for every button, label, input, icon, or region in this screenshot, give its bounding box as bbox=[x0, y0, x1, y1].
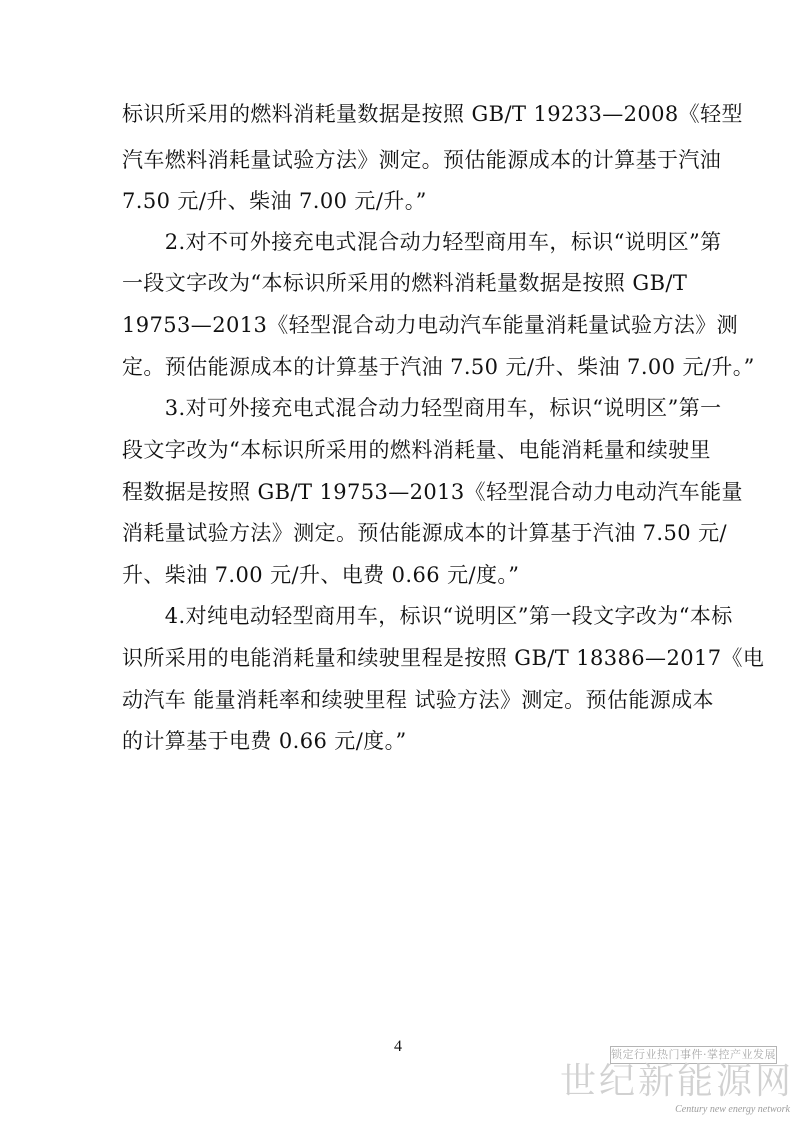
body-line-2: 汽车燃料消耗量试验方法》测定。预估能源成本的计算基于汽油 bbox=[122, 148, 722, 172]
watermark-slogan: 锁定行业热门事件·掌控产业发展 bbox=[610, 1046, 777, 1064]
body-line-14: 识所采用的电能消耗量和续驶里程是按照 GB/T 18386—2017《电 bbox=[122, 646, 765, 670]
body-line-3: 7.50 元/升、柴油 7.00 元/升。” bbox=[122, 189, 427, 213]
page-number: 4 bbox=[394, 1038, 402, 1055]
body-line-4: 2.对不可外接充电式混合动力轻型商用车，标识“说明区”第 bbox=[122, 230, 722, 254]
body-line-8: 3.对可外接充电式混合动力轻型商用车，标识“说明区”第一 bbox=[122, 396, 722, 420]
body-line-5: 一段文字改为“本标识所采用的燃料消耗量数据是按照 GB/T bbox=[122, 271, 688, 295]
body-line-15: 动汽车 能量消耗率和续驶里程 试验方法》测定。预估能源成本 bbox=[122, 688, 714, 712]
watermark-name-en: Century new energy network bbox=[675, 1104, 790, 1115]
body-line-11: 消耗量试验方法》测定。预估能源成本的计算基于汽油 7.50 元/ bbox=[122, 521, 727, 545]
body-line-16: 的计算基于电费 0.66 元/度。” bbox=[122, 729, 407, 753]
body-line-12: 升、柴油 7.00 元/升、电费 0.66 元/度。” bbox=[122, 563, 520, 587]
body-line-7: 定。预估能源成本的计算基于汽油 7.50 元/升、柴油 7.00 元/升。” bbox=[122, 355, 755, 379]
watermark-logo bbox=[560, 1046, 794, 1118]
body-line-13: 4.对纯电动轻型商用车，标识“说明区”第一段文字改为“本标 bbox=[122, 604, 733, 628]
body-line-9: 段文字改为“本标识所采用的燃料消耗量、电能消耗量和续驶里 bbox=[122, 438, 711, 462]
body-line-6: 19753—2013《轻型混合动力电动汽车能量消耗量试验方法》测 bbox=[122, 313, 739, 337]
body-line-10: 程数据是按照 GB/T 19753—2013《轻型混合动力电动汽车能量 bbox=[122, 480, 743, 504]
body-line-1: 标识所采用的燃料消耗量数据是按照 GB/T 19233—2008《轻型 bbox=[122, 102, 743, 126]
watermark-name-cn: 世纪新能源网 bbox=[560, 1061, 794, 1102]
